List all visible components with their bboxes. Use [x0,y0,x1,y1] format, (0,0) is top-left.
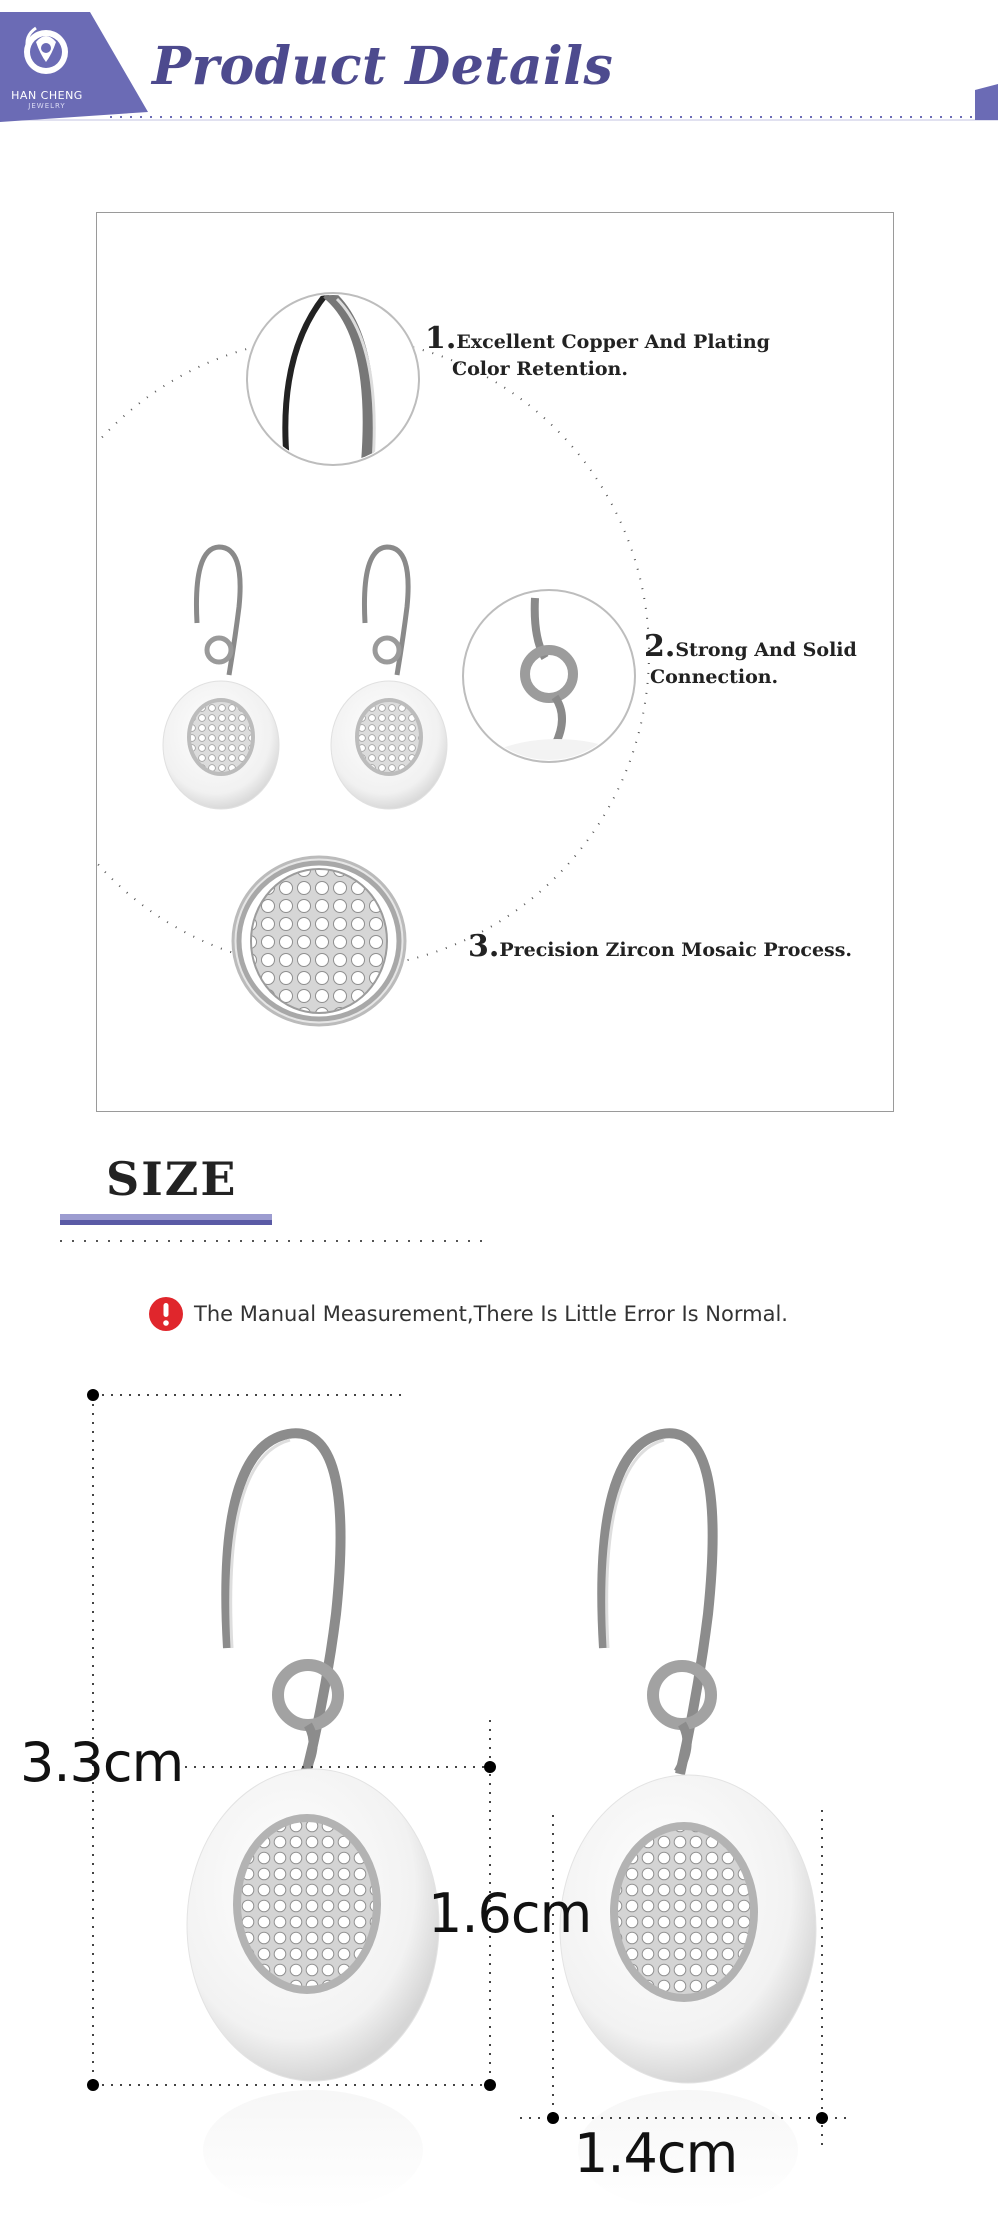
earring-left [163,547,279,809]
detail-connection-zoom [463,590,647,827]
notice-text: The Manual Measurement,There Is Little Error Is Normal. [194,1302,788,1326]
total-length-label: 3.3cm [20,1731,184,1794]
dimension-dot [816,2112,828,2124]
feature-3-number: 3. [468,929,500,964]
feature-3-text: Precision Zircon Mosaic Process. [499,939,853,961]
detail-zircon-zoom [233,857,405,1025]
exclamation-icon [148,1296,184,1332]
dimension-dot [87,1389,99,1401]
pendant-width-label: 1.4cm [574,2122,738,2185]
size-earring-left [187,1433,439,2210]
brand-logo-icon [18,20,74,80]
feature-1-text-cont: Color Retention. [452,358,628,380]
earring-right [331,547,447,809]
size-illustration [0,1370,1000,2233]
brand-name: HAN CHENG [11,89,83,102]
dimension-dot [484,1761,496,1773]
dimension-dot [484,2079,496,2091]
feature-2 [644,629,857,688]
feature-1-text: Excellent Copper And Plating [456,331,770,353]
detail-hook-zoom [247,293,419,465]
dimension-dot [87,2079,99,2091]
feature-1-number: 1. [425,321,457,356]
feature-2-number: 2. [644,629,676,664]
size-earring-right [560,1433,816,2210]
dimension-dot [547,2112,559,2124]
feature-1 [425,321,770,380]
feature-2-text: Strong And Solid [675,639,857,661]
pendant-height-label: 1.6cm [428,1882,592,1945]
page-title: Product Details [152,36,614,97]
product-detail-box [96,212,894,1112]
size-title-underline [60,1210,500,1246]
brand-subtitle: JEWELRY [28,102,66,110]
size-title: SIZE [106,1152,238,1206]
feature-2-text-cont: Connection. [650,666,779,688]
feature-3 [468,929,852,964]
page-header [0,0,1000,122]
